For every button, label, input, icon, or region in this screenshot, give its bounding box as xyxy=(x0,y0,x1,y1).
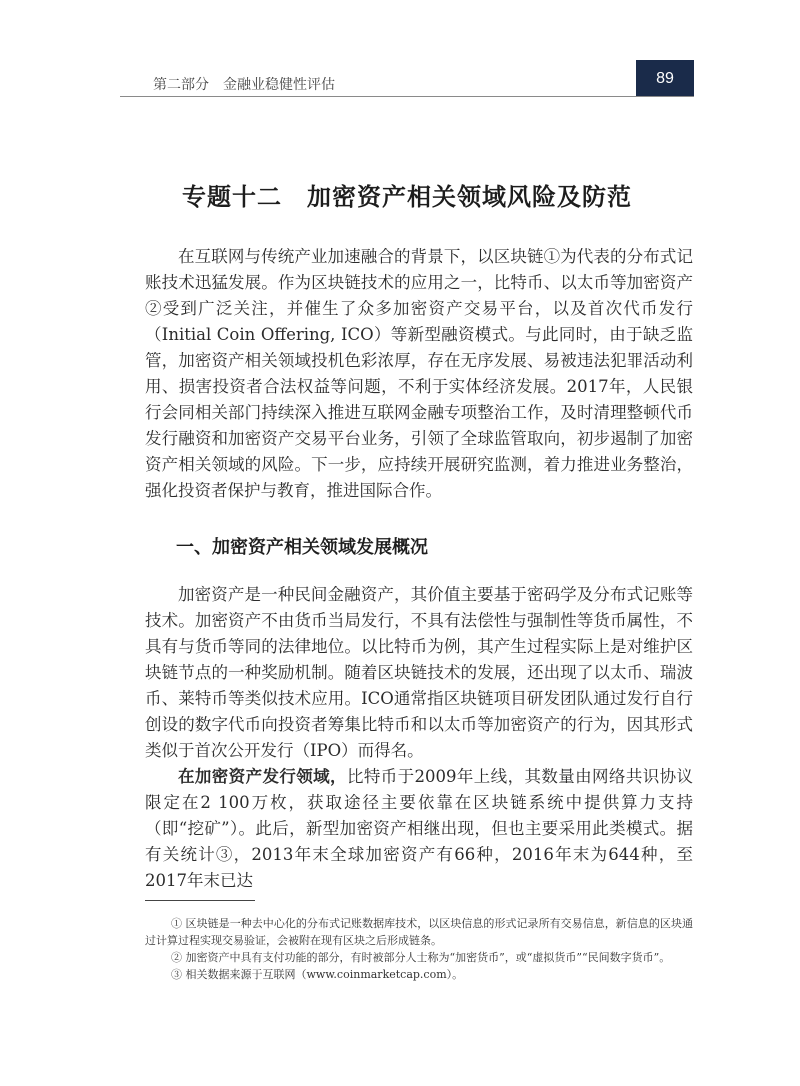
footnote-1: ① 区块链是一种去中心化的分布式记账数据库技术，以区块信息的形式记录所有交易信息，新信息的区块通过计算过程实现交易验证，会被附在现有区块之后形成链条。 xyxy=(145,917,693,947)
running-header xyxy=(120,60,694,97)
body-paragraph-3 xyxy=(145,764,693,894)
header-section-title: 第二部分 金融业稳健性评估 xyxy=(153,77,335,93)
paragraph-body: 比特币于2009年上线，其数量由网络共识协议限定在2 100万枚，获取途径主要依靠在区块链系统中提供算力支持（即“挖矿”）。此后，新型加密资产相继出现，但也主要采用此类模式。据有关统计③，2013年末全球加密资产有66种，2016年末为644种，至2017年末已达 xyxy=(145,767,694,890)
page-title: 专题十二 加密资产相关领域风险及防范 xyxy=(182,182,632,211)
footnote-2: ② 加密资产中具有支付功能的部分，有时被部分人士称为“加密货币”，或“虚拟货币”“民间数字货币”。 xyxy=(171,951,671,964)
footnote-divider xyxy=(145,900,255,901)
paragraph-lead: 在加密资产发行领域， xyxy=(178,767,347,786)
intro-paragraph: 在互联网与传统产业加速融合的背景下，以区块链①为代表的分布式记账技术迅猛发展。作为区块链技术的应用之一，比特币、以太币等加密资产②受到广泛关注，并催生了众多加密资产交易平台，以及首次代币发行（Initial Coin Offering, ICO）等新型融资模式。与此同时，由于缺乏监管，加密资产相关领域投机色彩浓厚，存在无序发展、易被违法犯罪活动利用、损害投资者合法权益等问题，不利于实体经济发展。2017年，人民银行会同相关部门持续深入推进互联网金融专项整治工作，及时清理整顿代币发行融资和加密资产交易平台业务，引领了全球监管取向，初步遏制了加密资产相关领域的风险。下一步，应持续开展研究监测，着力推进业务整治，强化投资者保护与教育，推进国际合作。 xyxy=(145,247,693,500)
footnotes xyxy=(145,915,693,983)
section-heading: 一、加密资产相关领域发展概况 xyxy=(176,537,428,558)
page-number: 89 xyxy=(636,60,694,96)
footnote-3: ③ 相关数据来源于互联网（www.coinmarketcap.com）。 xyxy=(171,968,464,981)
body-paragraph-2: 加密资产是一种民间金融资产，其价值主要基于密码学及分布式记账等技术。加密资产不由货币当局发行，不具有法偿性与强制性等货币属性，不具有与货币等同的法律地位。以比特币为例，其产生过程实际上是对维护区块链节点的一种奖励机制。随着区块链技术的发展，还出现了以太币、瑞波币、莱特币等类似技术应用。ICO通常指区块链项目研发团队通过发行自行创设的数字代币向投资者筹集比特币和以太币等加密资产的行为，因其形式类似于首次公开发行（IPO）而得名。 xyxy=(145,585,693,760)
